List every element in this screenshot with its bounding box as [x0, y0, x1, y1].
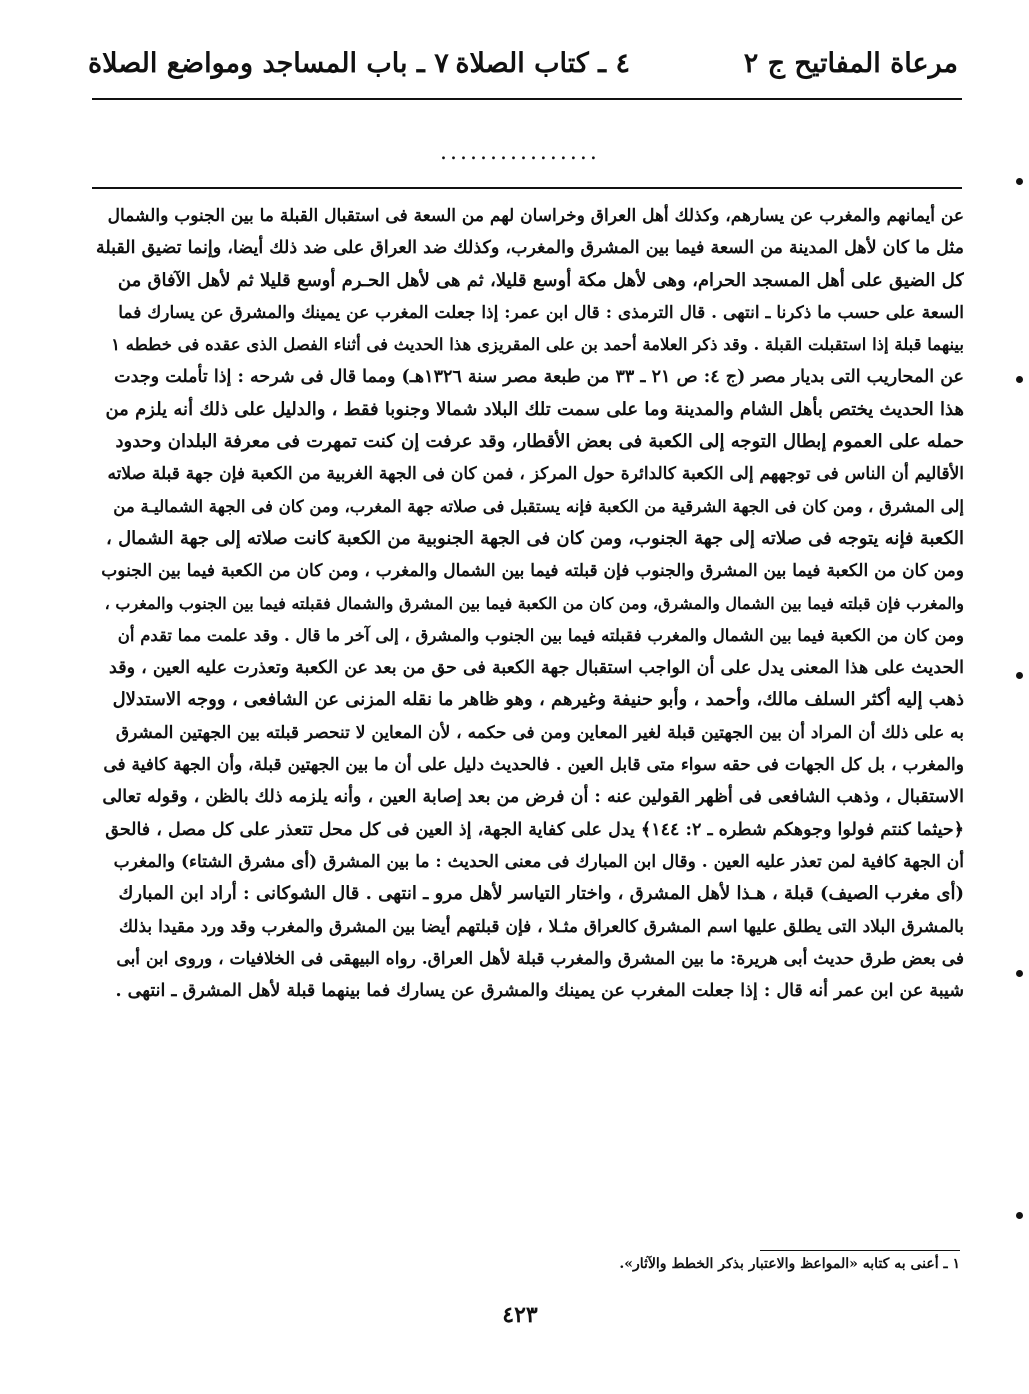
body-line: شيبة عن ابن عمر أنه قال : إذا جعلت المغرب عن يمينك والمشرق عن يسارك فما بينهما قبلة لأهل المشرق ـ انتهى .: [115, 981, 964, 1002]
body-line: بينهما قبلة إذا استقبلت القبلة . وقد ذكر العلامة أحمد بن على المقريزى هذا الحديث فى أثناء الفصل الذى عقده فى خططه ١: [111, 335, 964, 355]
header-book-title: مرعاة المفاتيح ج ٢: [743, 48, 958, 79]
body-line: (أى مغرب الصيف) قبلة ، هـذا لأهل المشرق ، واختار التياسر لأهل مرو ـ انتهى . قال الشوكانى : أراد ابن المبارك: [118, 883, 964, 905]
body-line: ذهب إليه أكثر السلف مالك، وأحمد ، وأبو حنيفة وغيرهم ، وهو ظاهر ما نقله المزنى عن الشافعى ، ووجه الاستدلال: [112, 689, 964, 711]
body-line: والمغرب ، بل كل الجهات فى حقه سواء متى قابل العين . فالحديث دليل على أن ما بين الجهتين قبلة، وأن الجهة كافية فى: [103, 755, 964, 776]
header-rule: [92, 98, 962, 100]
separator-dots: ................: [440, 140, 600, 165]
body-line: الاستقبال ، وذهب الشافعى فى أظهر القولين عنه : أن فرض من بعد إصابة العين ، وأنه يلزمه ذلك بالظن ، وقوله تعالى: [102, 787, 964, 808]
body-line: أن الجهة كافية لمن تعذر عليه العين . وقال ابن المبارك فى معنى الحديث : ما بين المشرق (أى مشرق الشتاء) والمغرب: [113, 851, 964, 872]
body-line: كل الضيق على أهل المسجد الحرام، وهى لأهل مكة أوسع قليلا، ثم هى لأهل الحـرم أوسع قليلا ثم لأهل الآفاق من: [117, 269, 964, 291]
page-number: ٤٢٣: [502, 1302, 538, 1328]
body-line: والمغرب فإن قبلته فيما بين الشمال والمشرق، ومن كان من الكعبة فيما بين المشرق والشمال فقبلته فيما بين الجنوب والمغرب ،: [104, 593, 964, 613]
body-line: ومن كان من الكعبة فيما بين الشمال والمغرب فقبلته فيما بين الجنوب والمشرق ، إلى آخر ما قال . وقد علمت مما تقدم أن: [117, 625, 964, 645]
margin-dot: [1016, 672, 1023, 679]
body-line: به على ذلك أن المراد أن بين الجهتين قبلة لغير المعاين ومن فى حكمه ، لأن المعاين لا تنحصر قبلته بين الجهتين المشرق: [115, 722, 964, 743]
margin-dot: [1016, 178, 1023, 185]
margin-dot: [1016, 376, 1023, 383]
footnote: ١ ـ أعنى به كتابه «المواعظ والاعتبار بذكر الخطط والآثار».: [619, 1256, 960, 1272]
body-line: الأقاليم أن الناس فى توجههم إلى الكعبة كالدائرة حول المركز ، فمن كان فى الجهة الغربية من الكعبة فإن جهة قبلة صلاته: [107, 464, 964, 485]
body-line: السعة على حسب ما ذكرنا ـ انتهى . قال الترمذى : قال ابن عمر: إذا جعلت المغرب عن يمينك والمشرق عن يسارك فما: [118, 302, 964, 323]
header-chapter: ٤ ـ كتاب الصلاة: [455, 48, 630, 79]
body-text: [96, 200, 964, 1007]
body-line: فى بعض طرق حديث أبى هريرة: ما بين المشرق والمغرب قبلة لأهل العراق. رواه البيهقى فى الخلافيات ، وروى ابن أبى: [116, 948, 964, 969]
body-line: ومن كان من الكعبة فيما بين المشرق والجنوب فإن قبلته فيما بين الشمال والمغرب ، ومن كان من الكعبة فيما بين الجنوب: [101, 561, 964, 582]
body-line: عن المحاريب التى بديار مصر (ج ٤: ص ٢١ ـ ٣٣ من طبعة مصر سنة ١٣٢٦هـ) ومما قال فى شرحه : إذا تأملت وجدت: [114, 367, 964, 388]
separator-rule: [92, 187, 962, 189]
margin-dot: [1016, 970, 1023, 977]
body-line: ﴿حيثما كنتم فولوا وجوهكم شطره ـ ٢: ١٤٤﴾ يدل على كفاية الجهة، إذ العين فى كل محل تتعذر على كل مصل ، فالحق: [105, 819, 964, 840]
footnote-rule: [760, 1250, 960, 1251]
body-line: الكعبة فإنه يتوجه فى صلاته إلى جهة الجنوب، ومن كان فى الجهة الجنوبية من الكعبة كانت صلاته إلى جهة الشمال ،: [106, 527, 964, 549]
body-line: حمله على العموم إبطال التوجه إلى الكعبة فى بعض الأقطار، وقد عرفت إن كنت تمهرت فى معرفة البلدان وحدود: [115, 431, 964, 453]
body-line: عن أيمانهم والمغرب عن يسارهم، وكذلك أهل العراق وخراسان لهم من السعة فى استقبال القبلة ما بين الجنوب والشمال: [107, 206, 964, 226]
body-line: إلى المشرق ، ومن كان فى الجهة الشرقية من الكعبة فإنه يستقبل فى صلاته جهة المغرب، ومن كان فى الجهة الشماليـة من: [113, 496, 964, 516]
body-line: الحديث على هذا المعنى يدل على أن الواجب استقبال جهة الكعبة فى حق من بعد عن الكعبة وتعذرت عليه العين ، وقد: [109, 658, 964, 679]
body-line: هذا الحديث يختص بأهل الشام والمدينة وما على سمت تلك البلاد شمالا وجنوبا فقط ، والدليل على ذلك أنه يلزم من: [105, 398, 964, 420]
body-line: بالمشرق البلاد التى يطلق عليها اسم المشرق كالعراق مثـلا ، فإن قبلتهم أيضا بين المشرق والمغرب وقد ورد مقيدا بذلك: [118, 916, 964, 937]
margin-dot: [1016, 1212, 1023, 1219]
header-section: ٧ ـ باب المساجد ومواضع الصلاة: [88, 48, 449, 79]
body-line: مثل ما كان لأهل المدينة من السعة فيما بين المشرق والمغرب، وكذلك ضد العراق على ضد ذلك أيضا، وإنما تضيق القبلة: [96, 238, 964, 259]
running-header: [80, 44, 960, 92]
